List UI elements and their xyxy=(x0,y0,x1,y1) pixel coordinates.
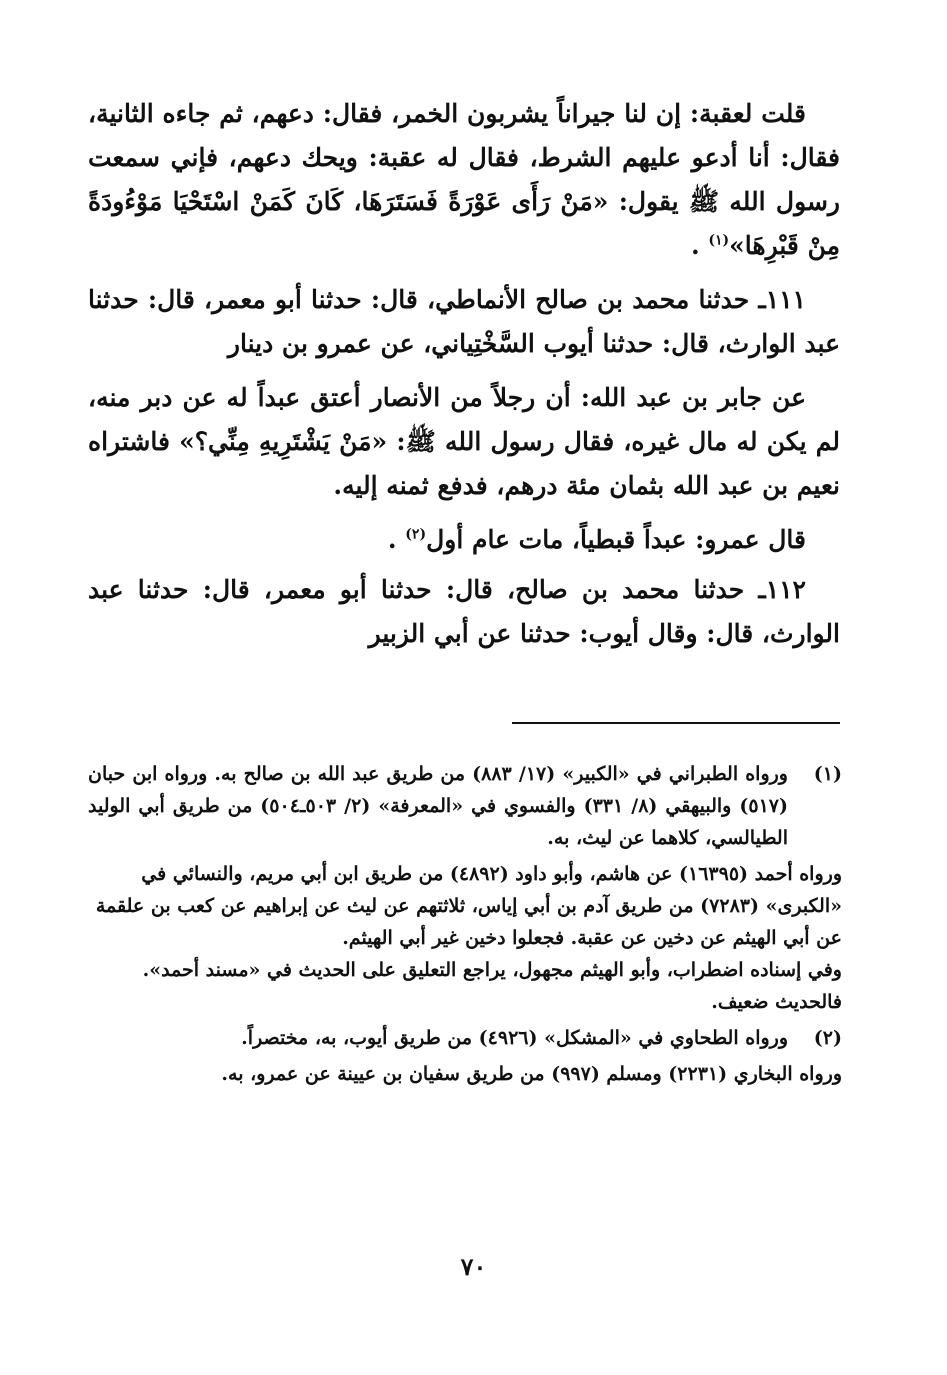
footnote-2 xyxy=(88,1022,842,1054)
hadith-111-note xyxy=(88,518,840,562)
main-text xyxy=(88,92,840,666)
footnote-body xyxy=(88,1022,788,1054)
footnote-line: ورواه أحمد (١٦٣٩٥) عن هاشم، وأبو داود (٤٨٩٢) من طريق ابن أبي مريم، والنسائي في «الكبرى» (٧٢٨٣) من طريق آدم بن أبي إياس، ثلاثتهم عن ليث عن إبراهيم عن كعب بن علقمة عن أبي الهيثم عن دخين عن عقبة. فجعلوا دخين غير أبي الهيثم. xyxy=(95,863,842,949)
footnote-number: (٢) xyxy=(813,1027,842,1049)
hadith-111-text xyxy=(88,376,840,508)
footnote-line: ورواه الطحاوي في «المشكل» (٤٩٢٦) من طريق أيوب، به، مختصراً. xyxy=(241,1027,788,1049)
footnote-ref-1[interactable]: (١) xyxy=(708,232,730,249)
paragraph-text: ١١١ـ حدثنا محمد بن صالح الأنماطي، قال: حدثنا أبو معمر، قال: حدثنا عبد الوارث، قال: حدثنا أيوب السَّخْتِياني، عن عمرو بن دينار xyxy=(88,285,840,358)
footnote-line: ورواه الطبراني في «الكبير» (١٧/ ٨٨٣) من طريق عبد الله بن صالح به. ورواه ابن حبان (٥١٧) والبيهقي (٨/ ٣٣١) والفسوي في «المعرفة» (٢/ ٥٠٣ـ٥٠٤) من طريق أبي الوليد الطيالسي، كلاهما عن ليث، به. xyxy=(88,763,788,849)
footnote-ref-2[interactable]: (٢) xyxy=(405,526,427,543)
footnote-number: (١) xyxy=(813,763,842,785)
paragraph-1 xyxy=(88,92,840,268)
footnote-line: وفي إسناده اضطراب، وأبو الهيثم مجهول، يراجع التعليق على الحديث في «مسند أحمد». فالحديث ضعيف. xyxy=(142,959,842,1013)
paragraph-text: قلت لعقبة: إن لنا جيراناً يشربون الخمر، فقال: دعهم، ثم جاءه الثانية، فقال: أنا أدعو عليهم الشرط، فقال له عقبة: ويحك دعهم، فإني سمعت رسول الله ﷺ يقول: «مَنْ رَأَى عَوْرَةً فَسَتَرَهَا، كَانَ كَمَنْ اسْتَحْيَا مَوْءُودَةً مِنْ قَبْرِهَا» xyxy=(88,99,840,260)
footnote-2-continued xyxy=(88,1058,842,1090)
footnotes xyxy=(88,758,842,1090)
paragraph-text: عن جابر بن عبد الله: أن رجلاً من الأنصار أعتق عبداً له عن دبر منه، لم يكن له مال غيره، فقال رسول الله ﷺ: «مَنْ يَشْتَرِيهِ مِنِّي؟» فاشتراه نعيم بن عبد الله بثمان مئة درهم، فدفع ثمنه إليه. xyxy=(88,383,840,500)
footnote-line: ورواه البخاري (٢٢٣١) ومسلم (٩٩٧) من طريق سفيان بن عيينة عن عمرو، به. xyxy=(221,1063,842,1085)
footnote-1-continued xyxy=(88,858,842,1018)
paragraph-text: قال عمرو: عبداً قبطياً، مات عام أول xyxy=(426,525,806,554)
paragraph-text: ١١٢ـ حدثنا محمد بن صالح، قال: حدثنا أبو معمر، قال: حدثنا عبد الوارث، قال: وقال أيوب: حدثنا عن أبي الزبير xyxy=(88,575,840,648)
footnote-divider xyxy=(512,722,840,724)
hadith-111-chain xyxy=(88,278,840,366)
paragraph-end: . xyxy=(387,525,406,554)
paragraph-end: . xyxy=(690,231,709,260)
page-number: ٧٠ xyxy=(460,1252,487,1281)
hadith-112-chain xyxy=(88,568,840,656)
footnote-body xyxy=(88,758,788,854)
footnote-1 xyxy=(88,758,842,854)
